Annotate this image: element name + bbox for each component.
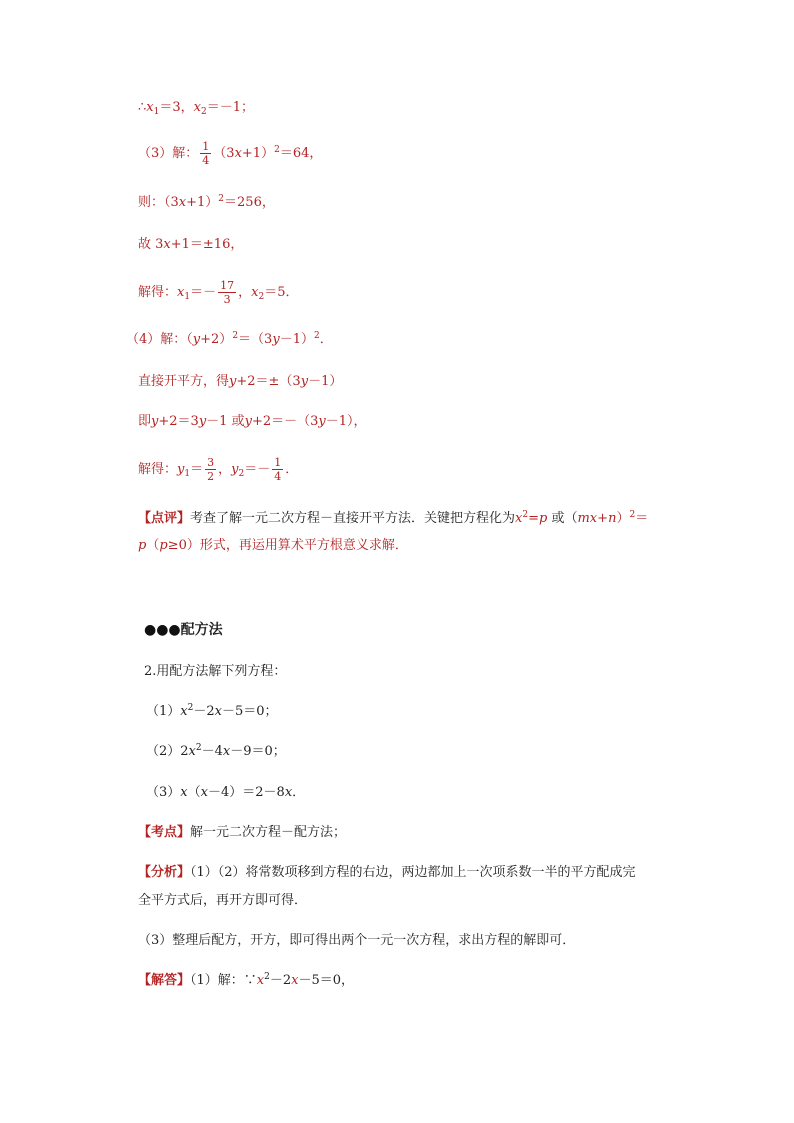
comment-line-1: 【点评】考查了解一元二次方程－直接开平方法．关键把方程化为$x^2=p$ 或$(mx+n)^2=$ (138, 510, 649, 526)
fraction: $\frac{17}{3}$ (220, 279, 235, 306)
part3-solutions: 解得：$x_1=-$ $\frac{17}{3}$ ，$x_2=5$． (138, 279, 299, 306)
fraction: $\frac{3}{2}$ (207, 456, 215, 483)
question-item-2: $(2)2x^2-4x-9=0$； (146, 743, 286, 759)
bullet-dots-icon: ●●● (144, 622, 181, 638)
key-point: 【考点】解一元二次方程－配方法； (138, 825, 347, 840)
section-heading: ●●●配方法 (144, 622, 223, 638)
question-item-1: $(1)x^2-2x-5=0$； (146, 703, 278, 719)
part4-solutions: 解得：$y_1=$ $\frac{3}{2}$ ，$y_2=-$ $\frac{1}{4}$ ． (138, 456, 299, 483)
question-title: 2.用配方法解下列方程： (144, 664, 287, 679)
comment-line-2: p（p≥0）形式，再运用算术平方根意义求解． (138, 538, 408, 553)
answer-line-1: 【解答】（1）解：$\because x^2-2x-5=0$， (138, 972, 355, 988)
question-item-3: （3）x（x－4）＝2－8x． (146, 785, 306, 800)
part3-step-then: 则：$(3x+1)^2=256$， (138, 194, 275, 210)
analysis-line-1: 【分析】（1）（2）将常数项移到方程的右边，两边都加上一次项系数一半的平方配成完 (138, 865, 636, 880)
part4-two-cases: 即y+2＝3y－1 或y+2＝－（3y－1）， (138, 414, 367, 429)
analysis-line-3: （3）整理后配方，开方，即可得出两个一元一次方程，求出方程的解即可． (138, 933, 576, 948)
part4-equation: （4）解：$(y+2)^2=(3y-1)^2$． (126, 331, 333, 347)
part3-equation: （3）解： $\frac{1}{4}$ $(3x+1)^2=64$， (138, 140, 323, 167)
fraction: $\frac{1}{4}$ (202, 140, 210, 167)
fraction: $\frac{1}{4}$ (274, 456, 282, 483)
part4-sqrt-step: 直接开平方，得y+2＝±（3y－1） (138, 374, 343, 389)
solution-line-x-values: $\therefore x_1=3$，$x_2=-1$； (138, 100, 254, 117)
part3-step-therefore: 故 3x+1＝±16， (138, 237, 244, 252)
analysis-line-2: 全平方式后，再开方即可得． (138, 893, 308, 908)
